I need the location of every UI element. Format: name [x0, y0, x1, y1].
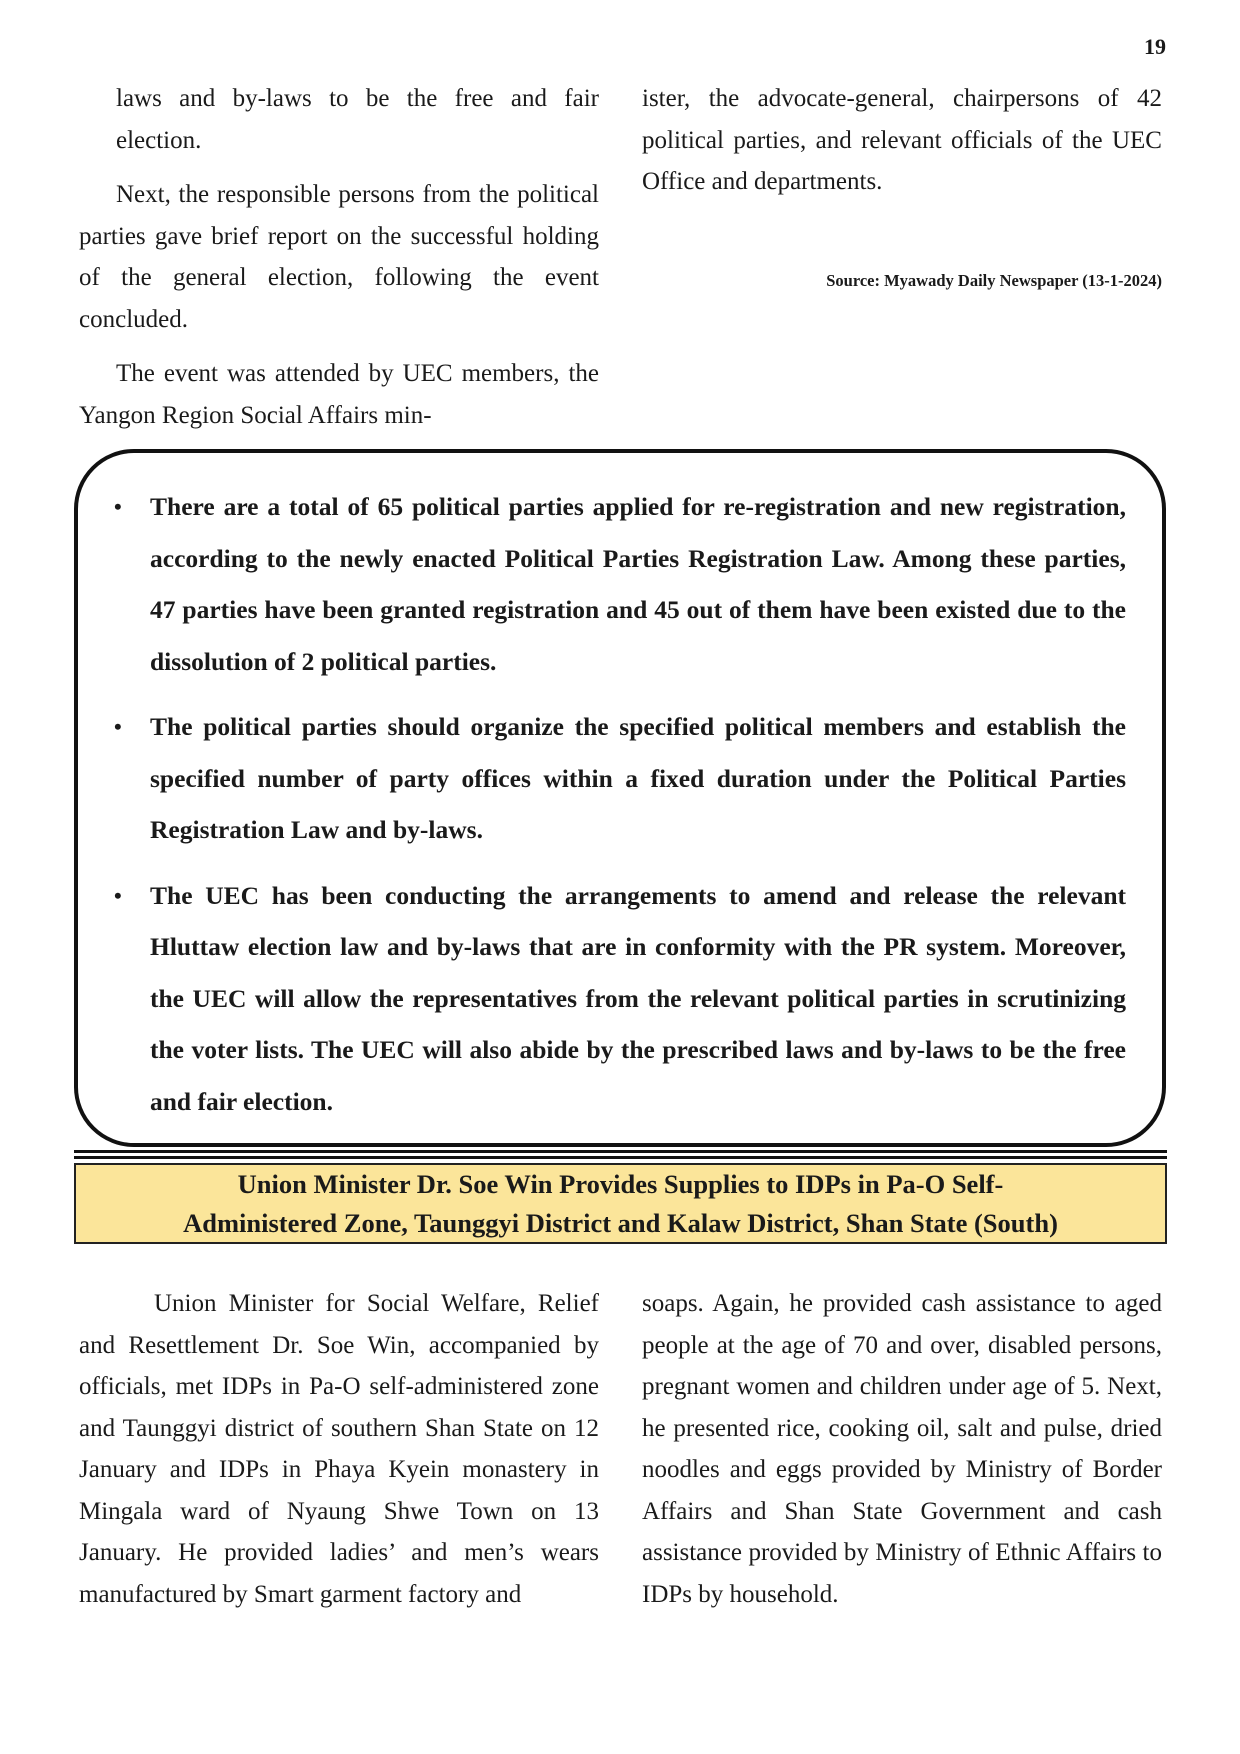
divider-rule: [74, 1156, 1167, 1159]
bullet-item: [110, 701, 1126, 856]
source-citation: Source: Myawady Daily Newspaper (13-1-2024): [826, 270, 1162, 290]
bullet-icon: •: [114, 494, 122, 519]
paragraph: Union Minister for Social Welfare, Relief and Resettlement Dr. Soe Win, accompanied by officials, met IDPs in Pa-O self-administered zone and Taunggyi district of southern Shan State on 12 January and IDPs in Phaya Kyein monastery in Mingala ward of Nyaung Shwe Town on 13 January. He provided ladies’ and men’s wears manufactured by Smart garment factory and: [79, 1290, 599, 1608]
paragraph: laws and by-laws to be the free and fair election.: [116, 85, 599, 154]
top-left-column: [79, 78, 599, 436]
bullet-item: [110, 870, 1126, 1128]
paragraph: The event was attended by UEC members, the Yangon Region Social Affairs min-: [79, 360, 599, 429]
paragraph: soaps. Again, he provided cash assistance to aged people at the age of 70 and over, disabled persons, pregnant women and children under age of 5. Next, he presented rice, cooking oil, salt and pulse, dried noodles and eggs provided by Ministry of Border Affairs and Shan State Government and cash assistance provided by Ministry of Ethnic Affairs to IDPs by household.: [642, 1290, 1162, 1608]
bullet-list: [110, 481, 1126, 1127]
bullet-icon: •: [114, 714, 122, 739]
divider-rule: [74, 1150, 1167, 1153]
headline-line-2: Administered Zone, Taunggyi District and Kalaw District, Shan State (South): [183, 1207, 1058, 1238]
paragraph: ister, the advocate-general, chairpersons of 42 political parties, and relevant officials of the UEC Office and departments.: [642, 85, 1162, 195]
bullet-item: [110, 481, 1126, 687]
top-right-column: [642, 78, 1162, 306]
article-right-column: [642, 1283, 1162, 1628]
page-number: 19: [1144, 34, 1166, 59]
summary-callout-box: [74, 449, 1166, 1147]
bullet-text: There are a total of 65 political parties applied for re-registration and new registration, according to the newly enacted Political Parties Registration Law. Among these parties, 47 parties have been granted registration and 45 out of them have been existed due to the dissolution of 2 political parties.: [150, 492, 1126, 676]
paragraph: Next, the responsible persons from the political parties gave brief report on the successful holding of the general election, following the event concluded.: [79, 181, 599, 333]
article-left-column: [79, 1283, 599, 1628]
bullet-icon: •: [114, 882, 122, 908]
bullet-text: The UEC has been conducting the arrangements to amend and release the relevant Hluttaw election law and by-laws that are in conformity with the PR system. Moreover, the UEC will allow the representatives from the relevant political parties in scrutinizing the voter lists. The UEC will also abide by the prescribed laws and by-laws to be the free and fair election.: [150, 880, 1126, 1116]
headline-line-1: Union Minister Dr. Soe Win Provides Supplies to IDPs in Pa-O Self-: [237, 1168, 1004, 1199]
bullet-text: The political parties should organize the specified political members and establish the specified number of party offices within a fixed duration under the Political Parties Registration Law and by-laws.: [150, 712, 1126, 844]
article-headline: [74, 1163, 1167, 1244]
